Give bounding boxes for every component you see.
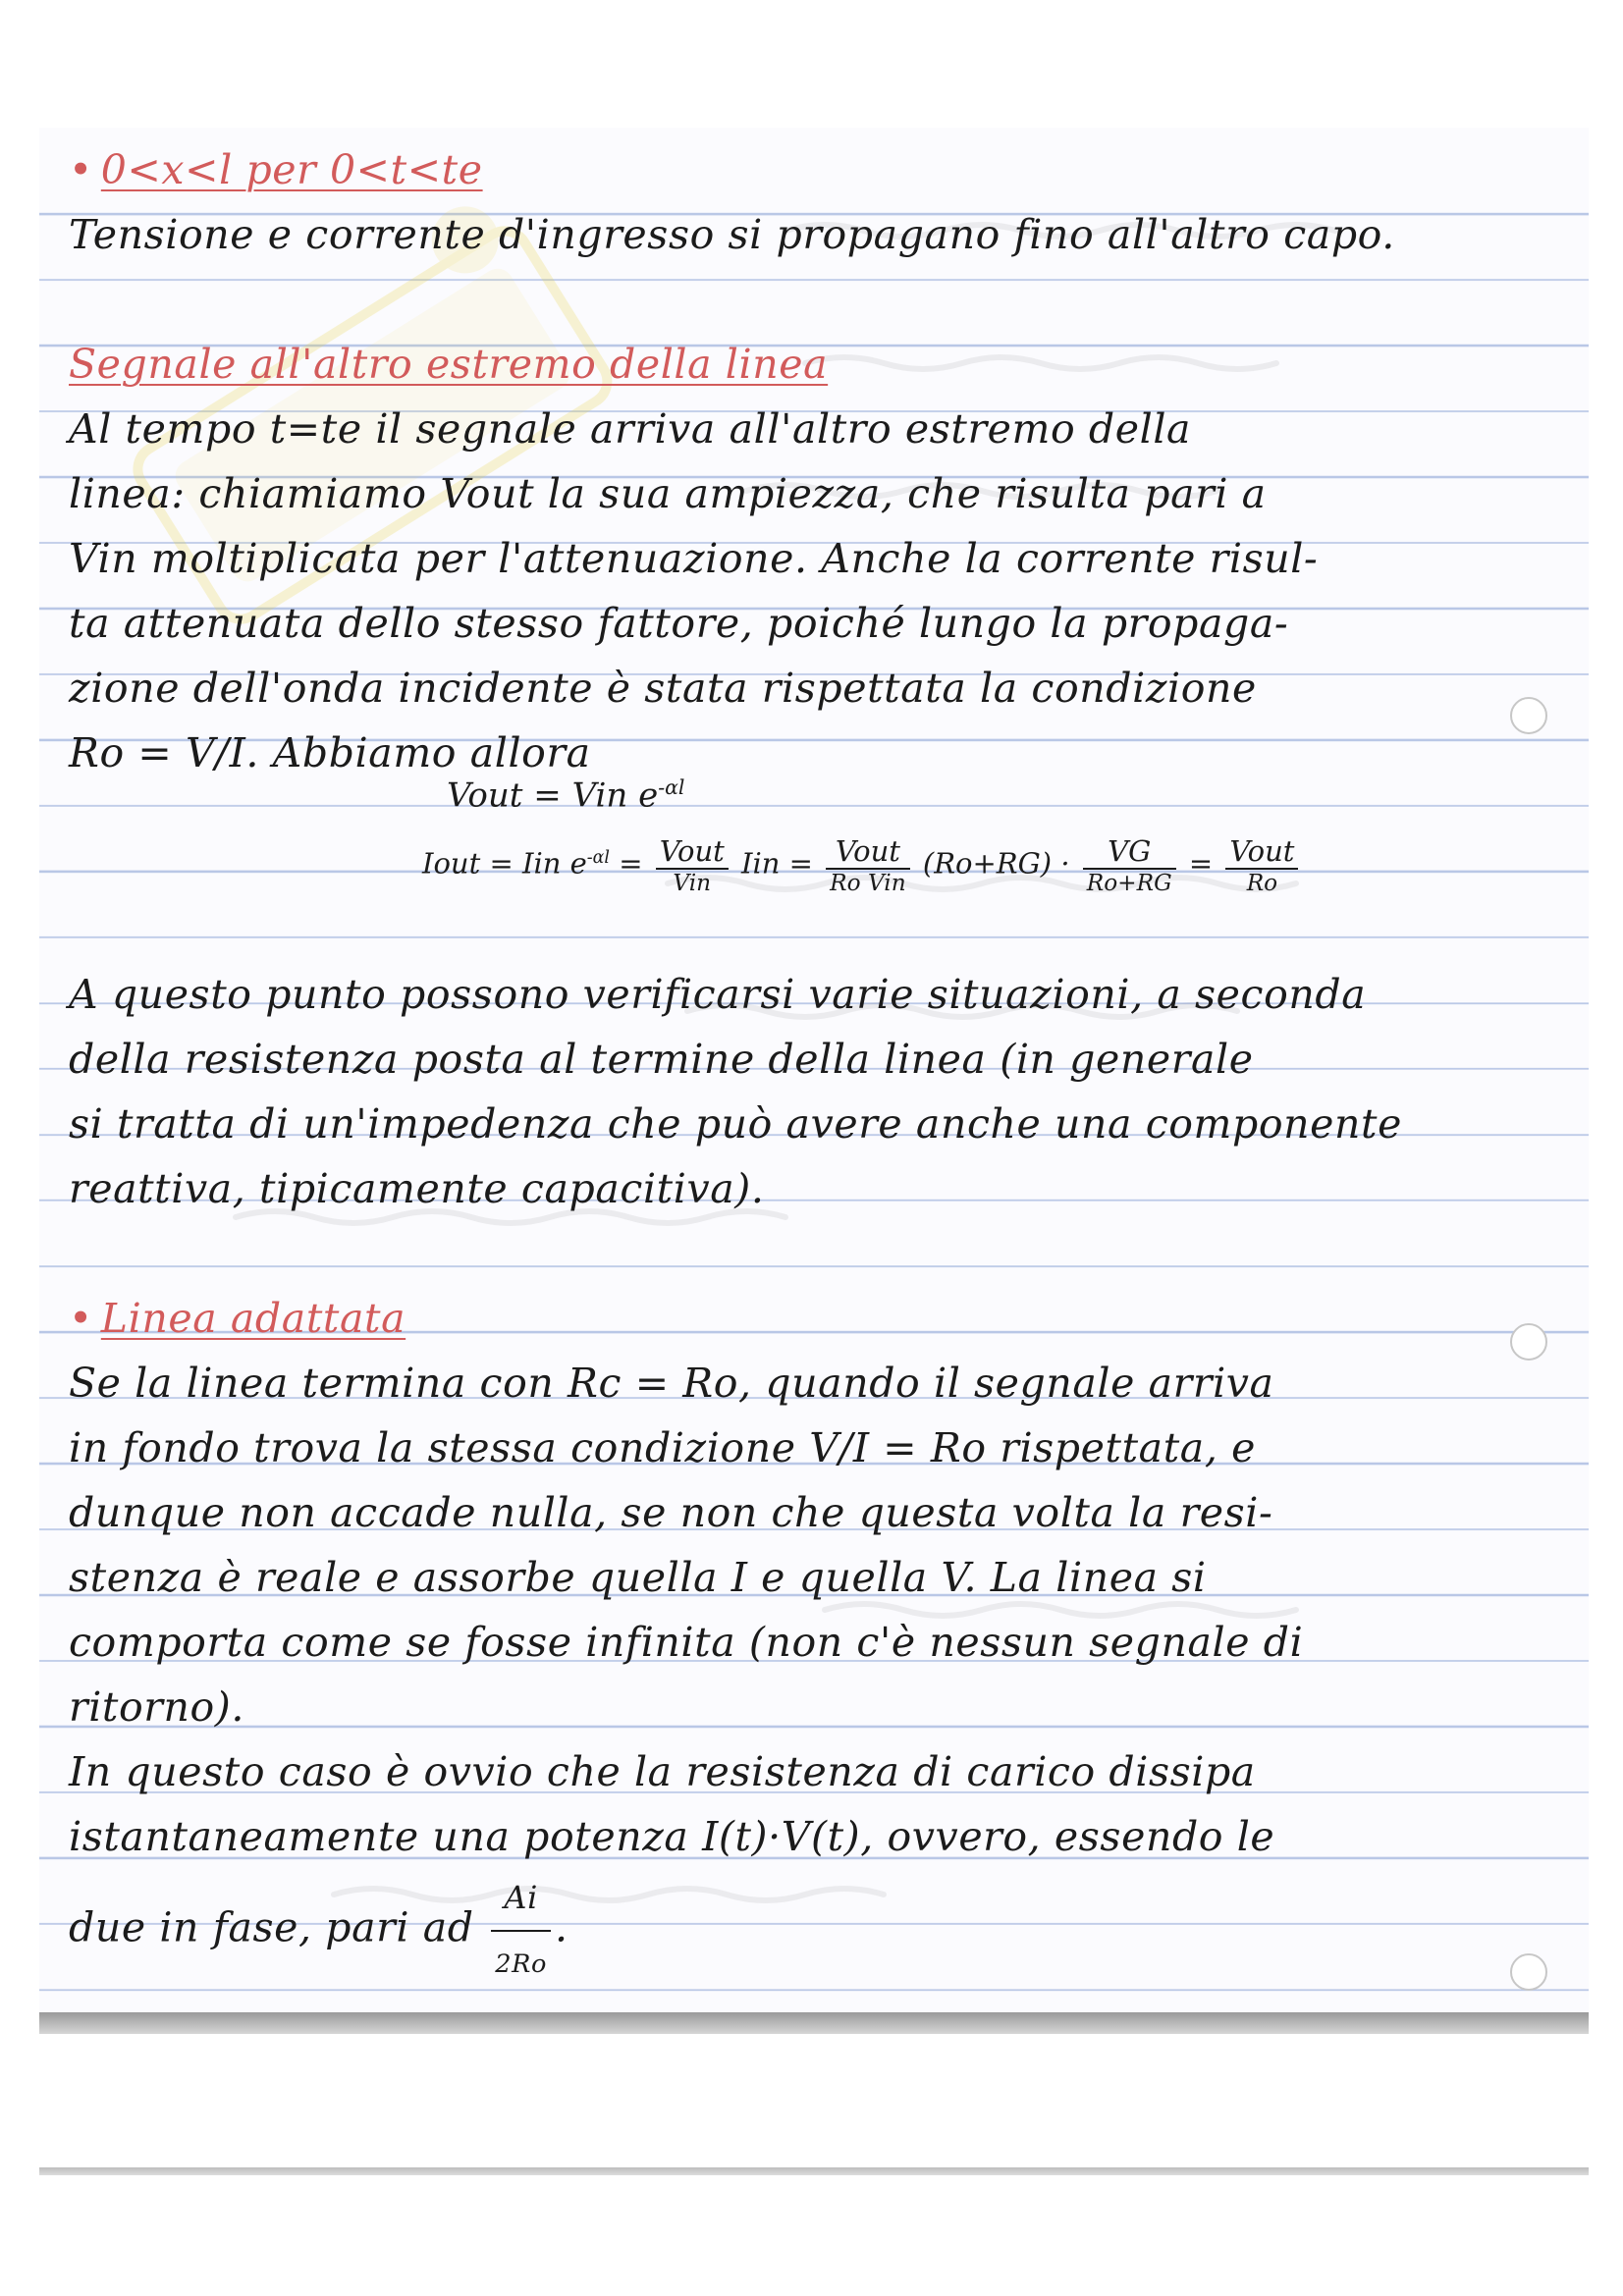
page-edge-shadow — [39, 2012, 1589, 2034]
fraction: $\frac{\text{Vout}}{Ro}$ — [1225, 834, 1298, 896]
text-line: Vin moltiplicata per l'attenuazione. Anche la corrente risul- — [69, 535, 1319, 582]
text-line: Al tempo t=te il segnale arriva all'altro estremo della — [69, 405, 1192, 453]
fraction: $\frac{Ai}{2Ro}$ — [491, 1865, 551, 1997]
notebook-page — [39, 128, 1589, 2027]
text-line-with-fraction: due in fase, pari ad $\frac{Ai}{2Ro}$ . — [69, 1865, 1559, 1997]
text-line: della resistenza posta al termine della linea (in generale — [69, 1036, 1254, 1083]
text-line: In questo caso è ovvio che la resistenza di carico dissipa — [69, 1748, 1256, 1795]
section-heading-interval: • 0<x<l per 0<t<te — [69, 146, 483, 193]
text-line: stenza è reale e assorbe quella I e quella V. La linea si — [69, 1554, 1207, 1601]
text-line: istantaneamente una potenza I(t)·V(t), ovvero, essendo le — [69, 1813, 1275, 1860]
text-line: zione dell'onda incidente è stata rispettata la condizione — [69, 665, 1257, 712]
binder-hole — [1510, 1953, 1547, 1991]
text-line: comporta come se fosse infinita (non c'è nessun segnale di — [69, 1619, 1304, 1666]
text-line: si tratta di un'impedenza che può avere anche una componente — [69, 1100, 1402, 1148]
formula-iout: Iout = Iin $e^{-\alpha l}$ = $\frac{\text{Vout}}{\text{Vin}}$ Iin = $\frac{\text{Vout}}{\text{Ro Vin}}$ (Ro+RG) · $\frac{VG}{Ro+RG}$ = $\frac{\text{Vout}}{Ro}$ — [422, 834, 1302, 896]
section-heading-matched-line: • Linea adattata — [69, 1295, 406, 1342]
fraction: $\frac{\text{Vout}}{\text{Ro Vin}}$ — [826, 834, 909, 896]
text-line: ritorno). — [69, 1683, 244, 1731]
text-line: in fondo trova la stessa condizione V/I = Ro rispettata, e — [69, 1424, 1256, 1471]
text-line: ta attenuata dello stesso fattore, poiché lungo la propaga- — [69, 600, 1289, 647]
text-line: Ro = V/I. Abbiamo allora — [69, 729, 591, 776]
fraction: $\frac{\text{Vout}}{\text{Vin}}$ — [656, 834, 729, 896]
binder-hole — [1510, 1323, 1547, 1361]
formula-vout: Vout = Vin $e^{-\alpha l}$ — [447, 775, 685, 816]
scan-bottom-edge — [39, 2167, 1589, 2175]
text-line: reattiva, tipicamente capacitiva). — [69, 1165, 765, 1212]
text-line: Se la linea termina con Rc = Ro, quando il segnale arriva — [69, 1360, 1274, 1407]
text-line: linea: chiamiamo Vout la sua ampiezza, che risulta pari a — [69, 470, 1267, 517]
section-heading-signal: Segnale all'altro estremo della linea — [69, 341, 829, 388]
text-line: Tensione e corrente d'ingresso si propagano fino all'altro capo. — [69, 211, 1395, 258]
binder-hole — [1510, 697, 1547, 734]
text-line: A questo punto possono verificarsi varie situazioni, a seconda — [69, 971, 1367, 1018]
text-line: dunque non accade nulla, se non che questa volta la resi- — [69, 1489, 1273, 1536]
fraction: $\frac{VG}{Ro+RG}$ — [1083, 834, 1176, 896]
